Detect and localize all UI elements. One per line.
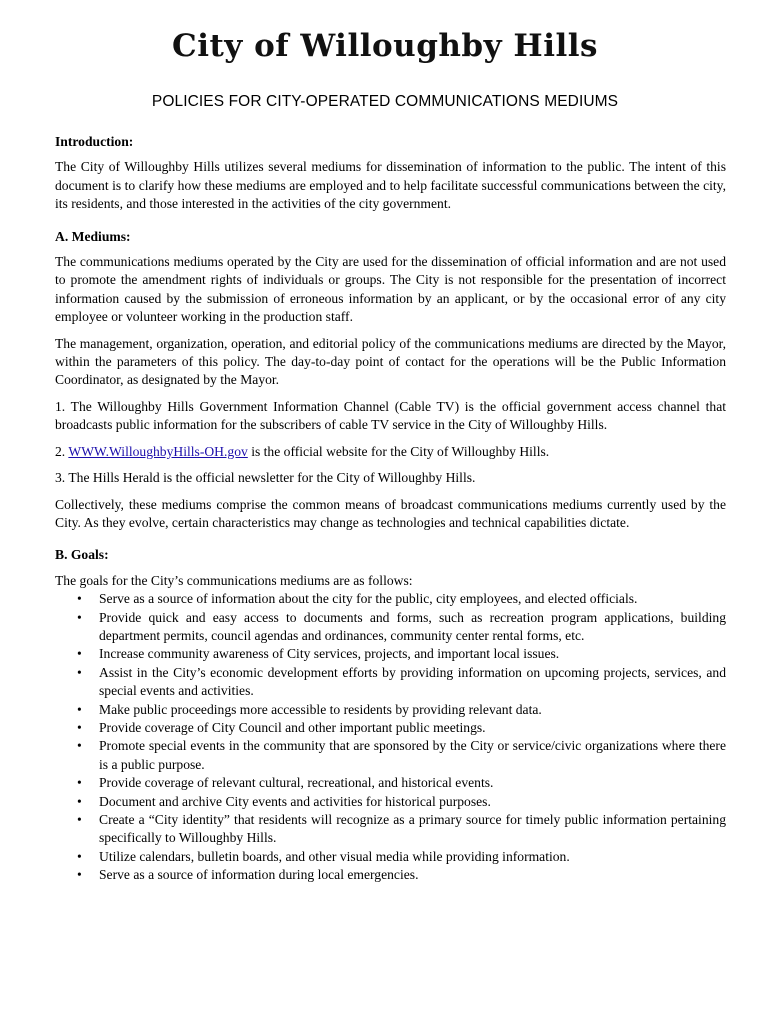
goal-text: Document and archive City events and activities for historical purposes. <box>99 793 491 809</box>
mediums-heading: A. Mediums: <box>55 228 131 244</box>
goal-list-item <box>55 701 726 719</box>
bullet-icon: • <box>77 775 82 791</box>
goal-list-item <box>55 590 726 608</box>
goal-list-item <box>55 645 726 663</box>
goal-list-item <box>55 866 726 884</box>
mediums-paragraph-3: Collectively, these mediums comprise the common means of broadcast communications mediums currently used by the City. As they evolve, certain characteristics may change as technologies and technical capabilities dictate. <box>55 496 726 530</box>
goal-list-item <box>55 719 726 737</box>
goal-list-item <box>55 848 726 866</box>
goal-text: Increase community awareness of City services, projects, and important local issues. <box>99 646 560 662</box>
bullet-icon: • <box>77 591 82 607</box>
goal-text: Assist in the City’s economic development efforts by providing information on upcoming projects, services, and special events and activities. <box>99 664 726 699</box>
mediums-section <box>55 228 726 533</box>
goal-text: Serve as a source of information during local emergencies. <box>99 867 419 883</box>
document-body <box>55 133 726 885</box>
bullet-icon: • <box>77 609 82 625</box>
goal-text: Serve as a source of information about the city for the public, city employees, and elected officials. <box>99 591 638 607</box>
goal-list-item <box>55 811 726 848</box>
bullet-icon: • <box>77 646 82 662</box>
goal-list-item <box>55 664 726 701</box>
bullet-icon: • <box>77 719 82 735</box>
introduction-heading: Introduction: <box>55 134 134 149</box>
goals-intro: The goals for the City’s communications mediums are as follows: <box>55 572 413 588</box>
website-link[interactable]: WWW.WilloughbyHills-OH.gov <box>68 443 248 459</box>
mediums-item-website-number: 2. <box>55 443 69 459</box>
bullet-icon: • <box>77 701 82 717</box>
mediums-item-cable-tv: 1. The Willoughby Hills Government Information Channel (Cable TV) is the official government access channel that broadcasts public information for the subscribers of cable TV service in the City of Willoughby Hills. <box>55 398 726 433</box>
goal-text: Provide coverage of relevant cultural, recreational, and historical events. <box>99 775 494 791</box>
bullet-icon: • <box>77 848 82 864</box>
goal-list-item <box>55 774 726 792</box>
mediums-item-website <box>55 443 726 461</box>
goal-list-item <box>55 609 726 646</box>
bullet-icon: • <box>77 812 82 827</box>
goal-text: Make public proceedings more accessible to residents by providing relevant data. <box>99 701 542 717</box>
mediums-item-newsletter: 3. The Hills Herald is the official newsletter for the City of Willoughby Hills. <box>55 470 476 486</box>
goal-list-item <box>55 793 726 811</box>
mediums-paragraph-2: The management, organization, operation, and editorial policy of the communications mediums are directed by the Mayor, within the parameters of this policy. The day-to-day point of contact for the operations will be the Public Information Coordinator, as designated by the Mayor. <box>55 335 726 388</box>
goal-text: Provide coverage of City Council and other important public meetings. <box>99 719 486 735</box>
bullet-icon: • <box>77 738 82 754</box>
goal-text: Provide quick and easy access to documents and forms, such as recreation program applications, building department permits, council agendas and ordinances, community center rental forms, etc. <box>99 609 726 643</box>
bullet-icon: • <box>77 793 82 809</box>
goal-text: Create a “City identity” that residents will recognize as a primary source for timely public information pertaining specifically to Willoughby Hills. <box>99 812 726 846</box>
goals-list <box>55 590 726 885</box>
bullet-icon: • <box>77 664 82 680</box>
city-masthead: City of Willoughby Hills <box>172 28 598 64</box>
mediums-paragraph-1: The communications mediums operated by the City are used for the dissemination of official information and are not used to promote the amendment rights of individuals or groups. The City is not responsible for the presentation of incorrect information caused by the submission of erroneous information by an applicant, or by the occasional error of any city employee or volunteer working in the production staff. <box>55 254 726 325</box>
document-title: POLICIES FOR CITY-OPERATED COMMUNICATIONS MEDIUMS <box>151 93 619 110</box>
goal-text: Utilize calendars, bulletin boards, and other visual media while providing information. <box>99 848 570 864</box>
goals-heading: B. Goals: <box>55 547 109 563</box>
introduction-paragraph: The City of Willoughby Hills utilizes several mediums for dissemination of information to the public. The intent of this document is to clarify how these mediums are employed and to help facilitate successful communications between the city, its residents, and those interested in the activities of the city government. <box>55 159 726 212</box>
bullet-icon: • <box>77 867 82 883</box>
goal-text: Promote special events in the community that are sponsored by the City or service/civic organizations where there is a public purpose. <box>99 738 726 772</box>
mediums-item-website-text: is the official website for the City of Willoughby Hills. <box>247 443 550 459</box>
introduction-section <box>55 133 726 214</box>
goal-list-item <box>55 737 726 774</box>
goals-section <box>55 546 726 884</box>
